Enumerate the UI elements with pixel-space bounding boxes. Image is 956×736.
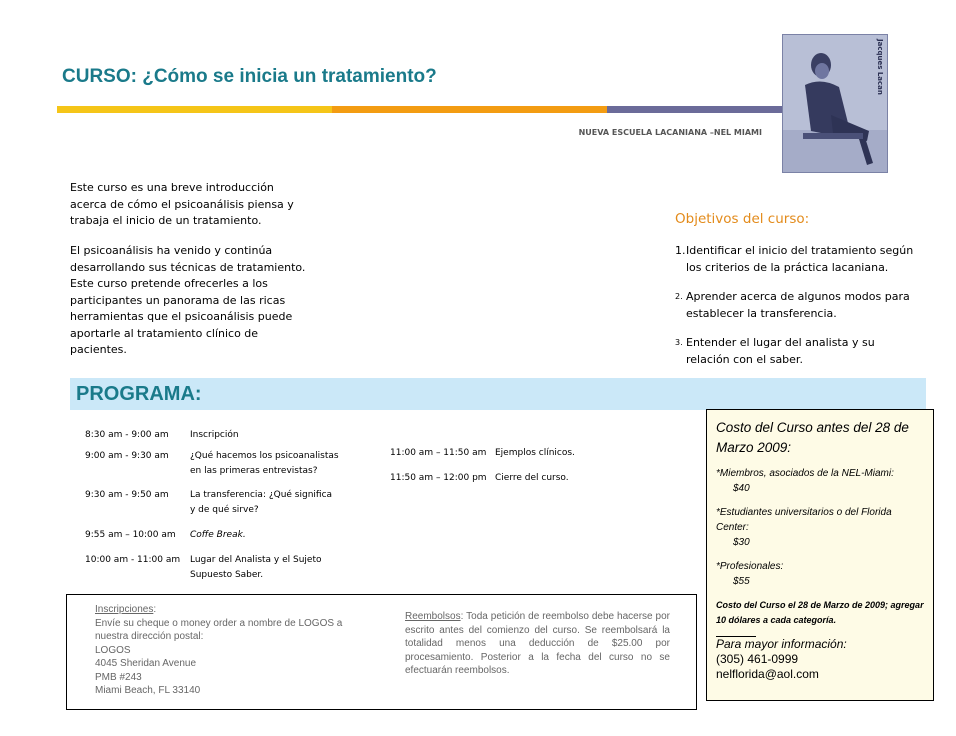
header-bar-orange [332,106,607,113]
schedule-right [390,446,690,496]
objective-line: Aprender acerca de algunos modos para [686,290,910,303]
cost-price: $40 [733,483,750,494]
objective-item [675,288,930,322]
cost-note: Costo del Curso el 28 de Marzo de 2009; agregar 10 dólares a cada categoría. [716,600,924,625]
phone-number: (305) 461-0999 [716,652,799,666]
schedule-activity-line: Cierre del curso. [495,473,569,483]
inscripciones-line: PMB #243 [95,671,142,683]
intro-line: participantes un panorama de las ricas [70,293,286,307]
objective-line: los criterios de la práctica lacaniana. [686,260,889,274]
reembolsos-text: Toda petición de reembolso debe hacerse por escrito antes del comienzo del curso. Se reembolsará la totalidad menos una deducción de $25.00 por procesamiento. Posterior a la fecha del curso no se efectuarán reembolsos. [405,611,670,676]
cost-title: Costo del Curso antes del 28 de Marzo 2009: [716,420,909,455]
intro-line: desarrollando sus técnicas de tratamiento. [70,260,306,274]
schedule-activity [190,528,246,543]
cost-price: $55 [733,576,750,587]
intro-line: Este curso pretende ofrecerles a los [70,277,268,290]
schedule-activity [190,449,339,478]
inscripciones-label: Inscripciones [95,604,154,615]
cost-box [706,409,934,701]
schedule-activity [190,488,332,517]
inscripciones-line: Miami Beach, FL 33140 [95,685,201,696]
schedule-activity [190,428,239,443]
cost-categories [716,466,924,589]
schedule-activity [190,553,322,582]
schedule-activity-line: Ejemplos clínicos. [495,448,575,458]
inscripciones-line: nuestra dirección postal: [95,631,204,642]
intro-line: Este curso es una breve introducción [70,181,274,194]
inscripciones-line: LOGOS [95,644,131,656]
objective-text [686,335,930,368]
schedule-activity-line: La transferencia: ¿Qué significa [190,490,333,500]
schedule-time: 11:00 am – 11:50 am [390,448,487,458]
objective-line: establecer la transferencia. [686,306,837,320]
schedule-time: 9:55 am – 10:00 am [85,530,176,540]
objective-line: Identificar el inicio del tratamiento según [686,244,914,257]
header-bar-yellow [57,106,332,113]
inscripciones-line: Envíe su cheque o money order a nombre de LOGOS a [95,617,343,629]
schedule-activity-line: ¿Qué hacemos los psicoanalistas [190,451,339,461]
schedule-time: 8:30 am - 9:00 am [85,430,169,440]
schedule-time: 9:30 am - 9:50 am [85,490,169,500]
intro-line: herramientas que el psicoanálisis puede [70,310,293,323]
lacan-photo [782,34,888,173]
schedule-activity-line: Coffe Break. [190,530,246,540]
reembolsos-colon: : [460,611,467,622]
reembolsos-label: Reembolsos [405,611,461,622]
header-bar-purple [607,106,784,113]
objectives-title: Objetivos del curso: [675,211,810,227]
intro-paragraph-2 [70,243,320,359]
schedule-left [85,428,385,588]
intro-line: pacientes. [70,343,127,356]
cost-price: $30 [733,537,750,548]
schedule-activity-line: Inscripción [190,430,239,440]
objective-text [686,243,930,276]
schedule-activity [495,446,575,461]
objective-number: 1. [675,244,686,257]
objective-item [675,334,930,368]
info-label: Para mayor información: [716,637,847,651]
schedule-time: 10:00 am - 11:00 am [85,555,181,565]
schedule-activity-line: Lugar del Analista y el Sujeto [190,555,322,565]
inscripciones-section [95,603,395,698]
intro-paragraph-1 [70,180,320,230]
objective-item [675,243,930,276]
registration-box [66,594,697,710]
inscripciones-lines [95,617,395,698]
objective-number: 2. [675,292,683,301]
cost-category: *Miembros, asociados de la NEL-Miami: [716,468,894,479]
objective-line: Entender el lugar del analista y su [686,336,875,349]
schedule-activity-line: y de qué sirve? [190,504,259,515]
intro-line: El psicoanálisis ha venido y continúa [70,244,273,257]
program-band [70,378,926,410]
intro-line: trabaja el inicio de un tratamiento. [70,214,262,227]
objective-line: relación con el saber. [686,352,803,366]
photo-illustration [783,35,887,172]
schedule-activity [495,471,569,486]
cost-category: *Estudiantes universitarios o del Florida Center: [716,507,892,533]
cost-category: *Profesionales: [716,561,784,572]
reembolsos-section [405,610,670,678]
schedule-time: 11:50 am – 12:00 pm [390,473,487,483]
intro-line: acerca de cómo el psicoanálisis piensa y [70,197,294,211]
objective-number: 3. [675,338,683,347]
intro-line: aportarle al tratamiento clínico de [70,326,259,340]
schedule-activity-line: en las primeras entrevistas? [190,465,318,476]
program-title: PROGRAMA: [76,383,202,405]
school-name: NUEVA ESCUELA LACANIANA –NEL MIAMI [578,128,762,137]
email-address[interactable]: nelflorida@aol.com [716,667,819,681]
objective-text [686,289,930,322]
inscripciones-colon: : [153,604,157,615]
photo-caption: Jacques Lacan [876,39,884,95]
inscripciones-line: 4045 Sheridan Avenue [95,658,197,669]
schedule-activity-line: Supuesto Saber. [190,569,264,580]
page-title: CURSO: ¿Cómo se inicia un tratamiento? [62,66,437,87]
schedule-time: 9:00 am - 9:30 am [85,451,169,461]
